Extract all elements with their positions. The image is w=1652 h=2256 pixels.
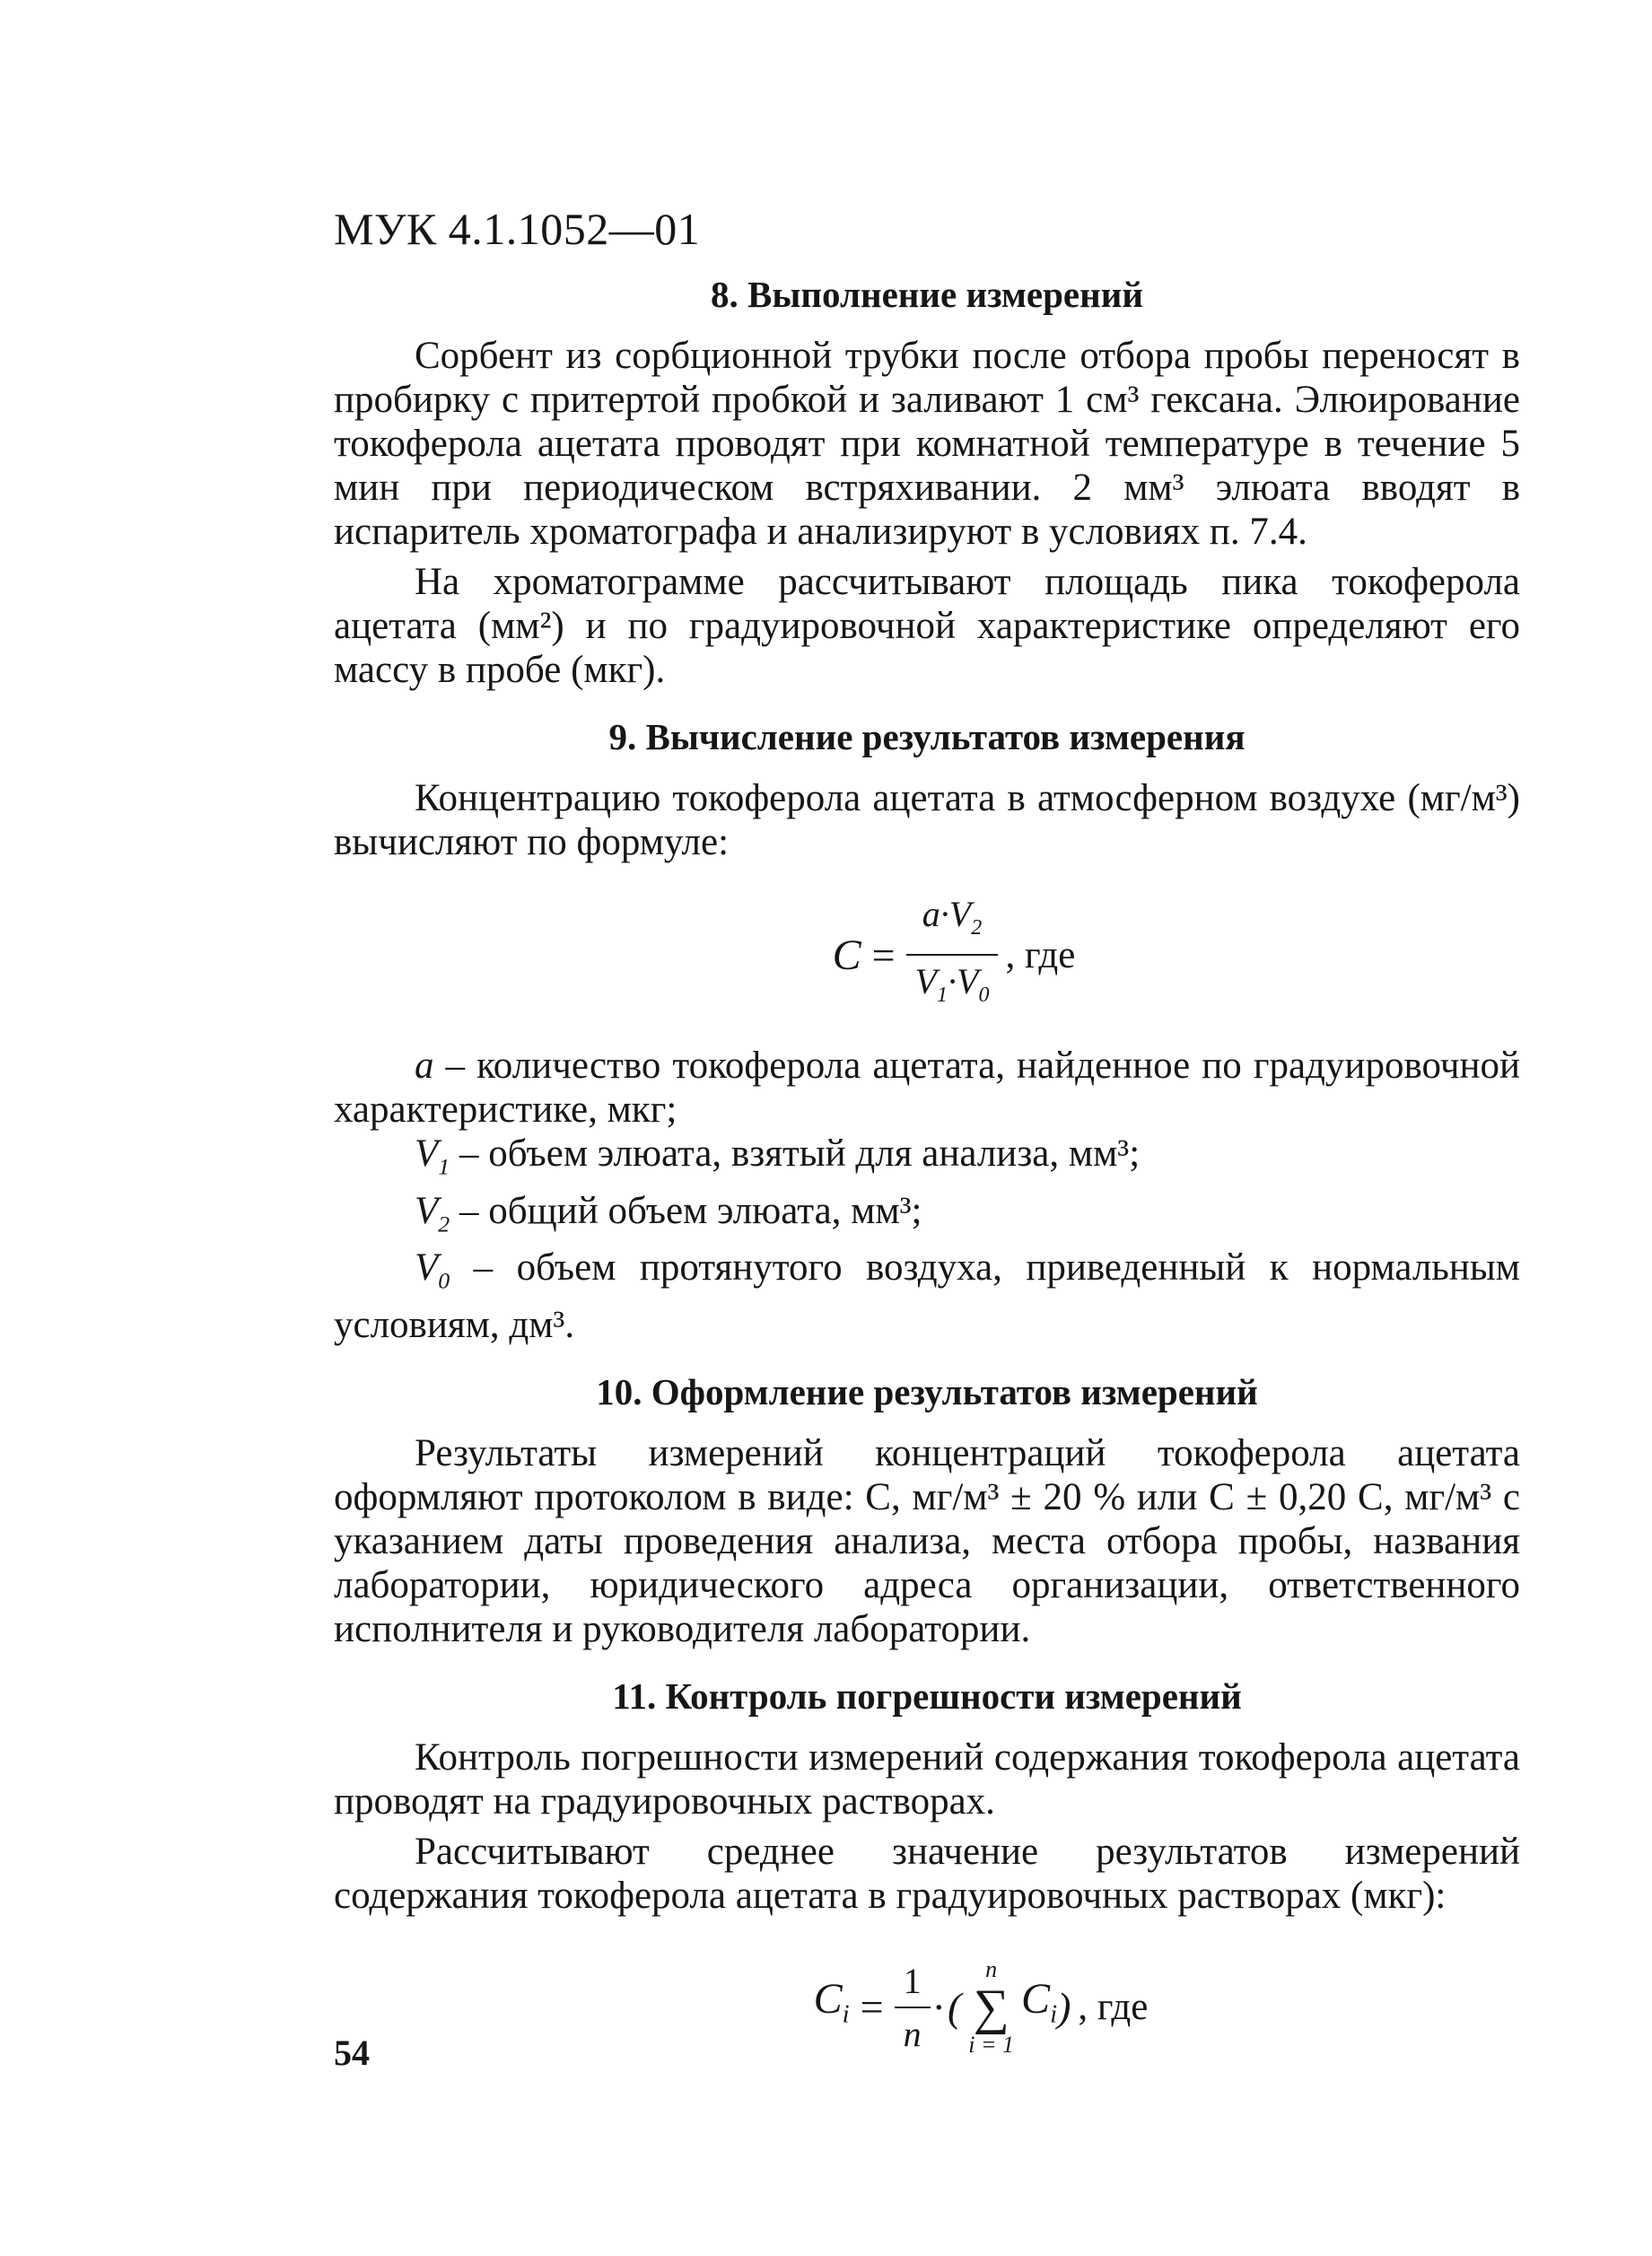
summation-lower-limit: i = 1 [968,2031,1015,2058]
variable-subscript: 0 [438,1267,450,1294]
document-code: МУК 4.1.1052—01 [334,204,701,254]
summation-term-subscript: i [1050,2000,1058,2030]
mean-formula-close-paren: ) [1057,1984,1071,2031]
section-9-paragraph-1: Концентрацию токоферола ацетата в атмосферном воздухе (мг/м³) вычисляют по формуле: [334,777,1520,863]
denominator-v1: V [914,961,937,1001]
variable-v0-definition [334,1246,1520,1347]
mean-formula-lhs [814,1977,850,2037]
mean-formula-suffix: , где [1078,1986,1149,2029]
summation-upper-limit: n [985,1955,998,1982]
mean-fraction-numerator: 1 [903,1960,922,2001]
variable-description: – объем элюата, взятый для анализа, мм³; [450,1132,1141,1175]
summation-term [1021,1977,1057,2037]
document-body [334,269,1520,2079]
summation-term-symbol: C [1021,1975,1051,2024]
numerator-v-subscript: 2 [971,916,983,940]
variable-symbol: V [415,1189,439,1232]
variable-subscript: 2 [438,1211,450,1237]
numerator-v: V [948,894,972,934]
numerator-dot: · [940,894,949,934]
section-11-paragraph-2: Рассчитывают среднее значение результатов измерений содержания токоферола ацетата в градуировочных растворах (мкг): [334,1830,1520,1917]
mean-formula-fraction [895,1959,931,2056]
denominator-dot: · [948,961,957,1001]
mean-fraction-denominator: n [903,2013,922,2054]
mean-value-formula [334,1936,1520,2079]
section-8-paragraph-1: Сорбент из сорбционной трубки после отбора пробы переносят в пробирку с притертой пробкой и заливают 1 см³ гексана. Элюирование токоферола ацетата проводят при комнатной температуре в течение 5 мин при периодическом встряхивании. 2 мм³ элюата вводят в испаритель хроматографа и анализируют в условиях п. 7.4. [334,335,1520,553]
variable-v2-definition [334,1189,1520,1246]
page-number: 54 [334,2033,370,2073]
denominator-v0: V [957,961,979,1001]
formula-suffix: , где [1005,933,1076,976]
section-11-paragraph-1: Контроль погрешности измерений содержания токоферола ацетата проводят на градуировочных растворах. [334,1736,1520,1823]
variable-v1-definition [334,1132,1520,1189]
section-9-title: 9. Вычисление результатов измерения [608,716,1246,757]
formula-lhs: C [832,931,861,979]
mean-lhs-subscript: i [842,2000,850,2030]
section-8-paragraph-2: На хроматограмме рассчитывают площадь пика токоферола ацетата (мм²) и по градуировочной характеристике определяют его массу в пробе (мкг). [334,561,1520,691]
formula-denominator [906,956,999,1018]
denominator-v0-subscript: 0 [978,984,990,1007]
variable-description: – объем протянутого воздуха, приведенный к нормальным условиям, дм³. [334,1246,1520,1346]
numerator-a: a [922,894,940,934]
variable-symbol: V [415,1246,439,1290]
formula-fraction [906,892,999,1018]
variable-a-definition [334,1044,1520,1132]
formula-numerator [913,892,991,954]
summation [968,1957,1014,2058]
mean-formula-dot: · [931,1984,946,2031]
variable-symbol: V [415,1132,439,1175]
mean-lhs-symbol: C [813,1975,843,2024]
section-8-title: 8. Выполнение измерений [711,274,1143,315]
summation-sigma: ∑ [973,1979,1010,2035]
formula-equals: = [871,931,896,978]
variable-description: – количество токоферола ацетата, найденное по градуировочной характеристике, мкг; [334,1045,1520,1131]
mean-formula-equals: = [860,1984,884,2031]
section-11-title: 11. Контроль погрешности измерений [612,1675,1242,1717]
variable-symbol: a [415,1045,434,1087]
section-10-title: 10. Оформление результатов измерений [596,1370,1258,1412]
variable-subscript: 1 [438,1153,450,1180]
section-10-paragraph-1: Результаты измерений концентраций токоферола ацетата оформляют протоколом в виде: С, мг/м³ ± 20 % или С ± 0,20 С, мг/м³ с указанием даты проведения анализа, места отбора пробы, названия лаборатории, юридического адреса организации, ответственного исполнителя и руководителя лаборатории. [334,1431,1520,1650]
variable-description: – общий объем элюата, мм³; [450,1189,922,1232]
denominator-v1-subscript: 1 [937,984,948,1007]
concentration-formula [334,879,1520,1031]
mean-formula-open-paren: ( [947,1984,962,2031]
